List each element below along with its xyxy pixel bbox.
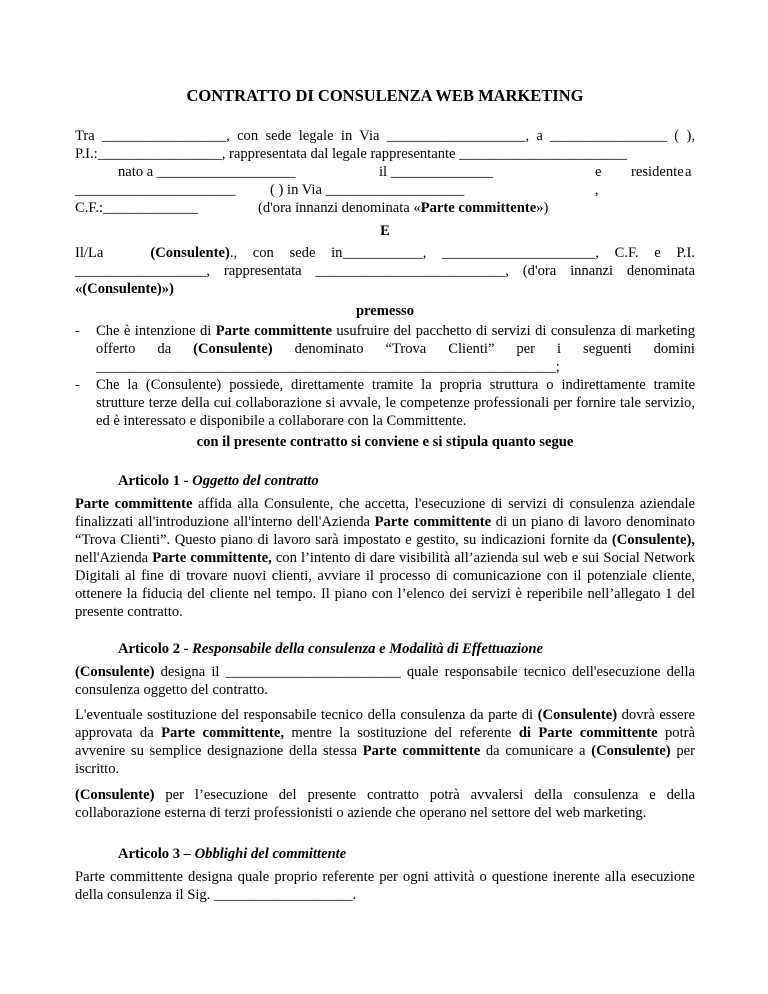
premesso-dash-1: -	[75, 323, 80, 339]
premesso-conclusion: con il presente contratto si conviene e si stipula quanto segue	[196, 434, 574, 450]
parties-consultant-representative: __________________, rappresentata __________________________, (d'ora innanzi denominata	[75, 263, 695, 279]
premesso-heading: premesso	[355, 303, 415, 319]
premesso-item-2: Che la (Consulente) possiede, direttamente tramite la propria struttura o indirettamente tramite strutture terze della cui collaborazione si avvale, le competenze professionali per fornire tale servizio, ed è interessato e disponibile a collaborare con la Committente.	[96, 377, 695, 429]
article-2-paragraph-3: (Consulente) per l’esecuzione del presente contratto potrà avvalersi della consulenza e della collaborazione esterna di terzi professionisti o aziende che operano nel settore del web marketing.	[75, 787, 695, 821]
parties-and: e	[595, 164, 602, 180]
parties-line-2: P.I.:_________________, rappresentata dal legale rappresentante _______________________	[75, 146, 628, 162]
parties-comma: ,	[595, 182, 599, 198]
article-2-heading: Articolo 2 - Responsabile della consulenza e Modalità di Effettuazione	[118, 641, 543, 657]
parties-born-on: il ______________	[379, 164, 493, 180]
parties-line-1: Tra _________________, con sede legale in Via ___________________, a ________________ ( ),	[75, 128, 695, 144]
article-3-heading: Articolo 3 – Obblighi del committente	[118, 846, 347, 862]
article-1-heading: Articolo 1 - Oggetto del contratto	[118, 473, 319, 489]
parties-consultant-denomination: «(Consulente)»)	[75, 281, 174, 297]
parties-consultant-line: Il/La (Consulente)., con sede in___________, _____________________, C.F. e P.I.	[75, 245, 695, 261]
parties-at: a	[685, 164, 692, 180]
parties-committente-denomination: (d'ora innanzi denominata «Parte committente»)	[258, 200, 549, 216]
premesso-dash-2: -	[75, 377, 80, 393]
article-3-paragraph-1: Parte committente designa quale proprio referente per ogni attività o questione inerente alla esecuzione della consulenza il Sig. ___________________.	[75, 869, 695, 903]
article-1-paragraph: Parte committente affida alla Consulente, che accetta, l'esecuzione di servizi di consulenza aziendale finalizzati all'introduzione all'interno dell'Azienda Parte committente di un piano di lavoro denominato “Trova Clienti”. Questo piano di lavoro sarà impostato e gestito, su indicazioni fornite da (Consulente), nell'Azienda Parte committente, con l’intento di dare visibilità all’azienda sul web e sui Social Network Digitali al fine di trovare nuovi clienti, avviare il processo di comunicazione con il potenziale cliente, ottenere la fiducia del cliente nel tempo. Il piano con l’elenco dei servizi è reperibile nell’allegato 1 del presente contratto.	[75, 496, 695, 620]
document-title: CONTRATTO DI CONSULENZA WEB MARKETING	[186, 86, 584, 105]
article-2-paragraph-1: (Consulente) designa il ________________________ quale responsabile tecnico dell'esecuzione della consulenza oggetto del contratto.	[75, 664, 695, 698]
premesso-item-1: Che è intenzione di Parte committente usufruire del pacchetto di servizi di consulenza di marketing offerto da (Consulente) denominato “Trova Clienti” per i seguenti domini _______________________________________________________________;	[96, 323, 696, 375]
parties-resident: residente	[631, 164, 684, 180]
parties-separator: E	[380, 223, 390, 239]
article-2-paragraph-2: L'eventuale sostituzione del responsabile tecnico della consulenza da parte di (Consulente) dovrà essere approvata da Parte committente, mentre la sostituzione del referente di Parte committente potrà avvenire su semplice designazione della stessa Parte committente da comunicare a (Consulente) per iscritto.	[75, 707, 695, 777]
parties-cf: C.F.:_____________	[75, 200, 198, 216]
parties-city-blank: ______________________	[75, 182, 236, 198]
parties-via: ( ) in Via ___________________	[270, 182, 465, 198]
parties-born-at: nato a ___________________	[118, 164, 296, 180]
